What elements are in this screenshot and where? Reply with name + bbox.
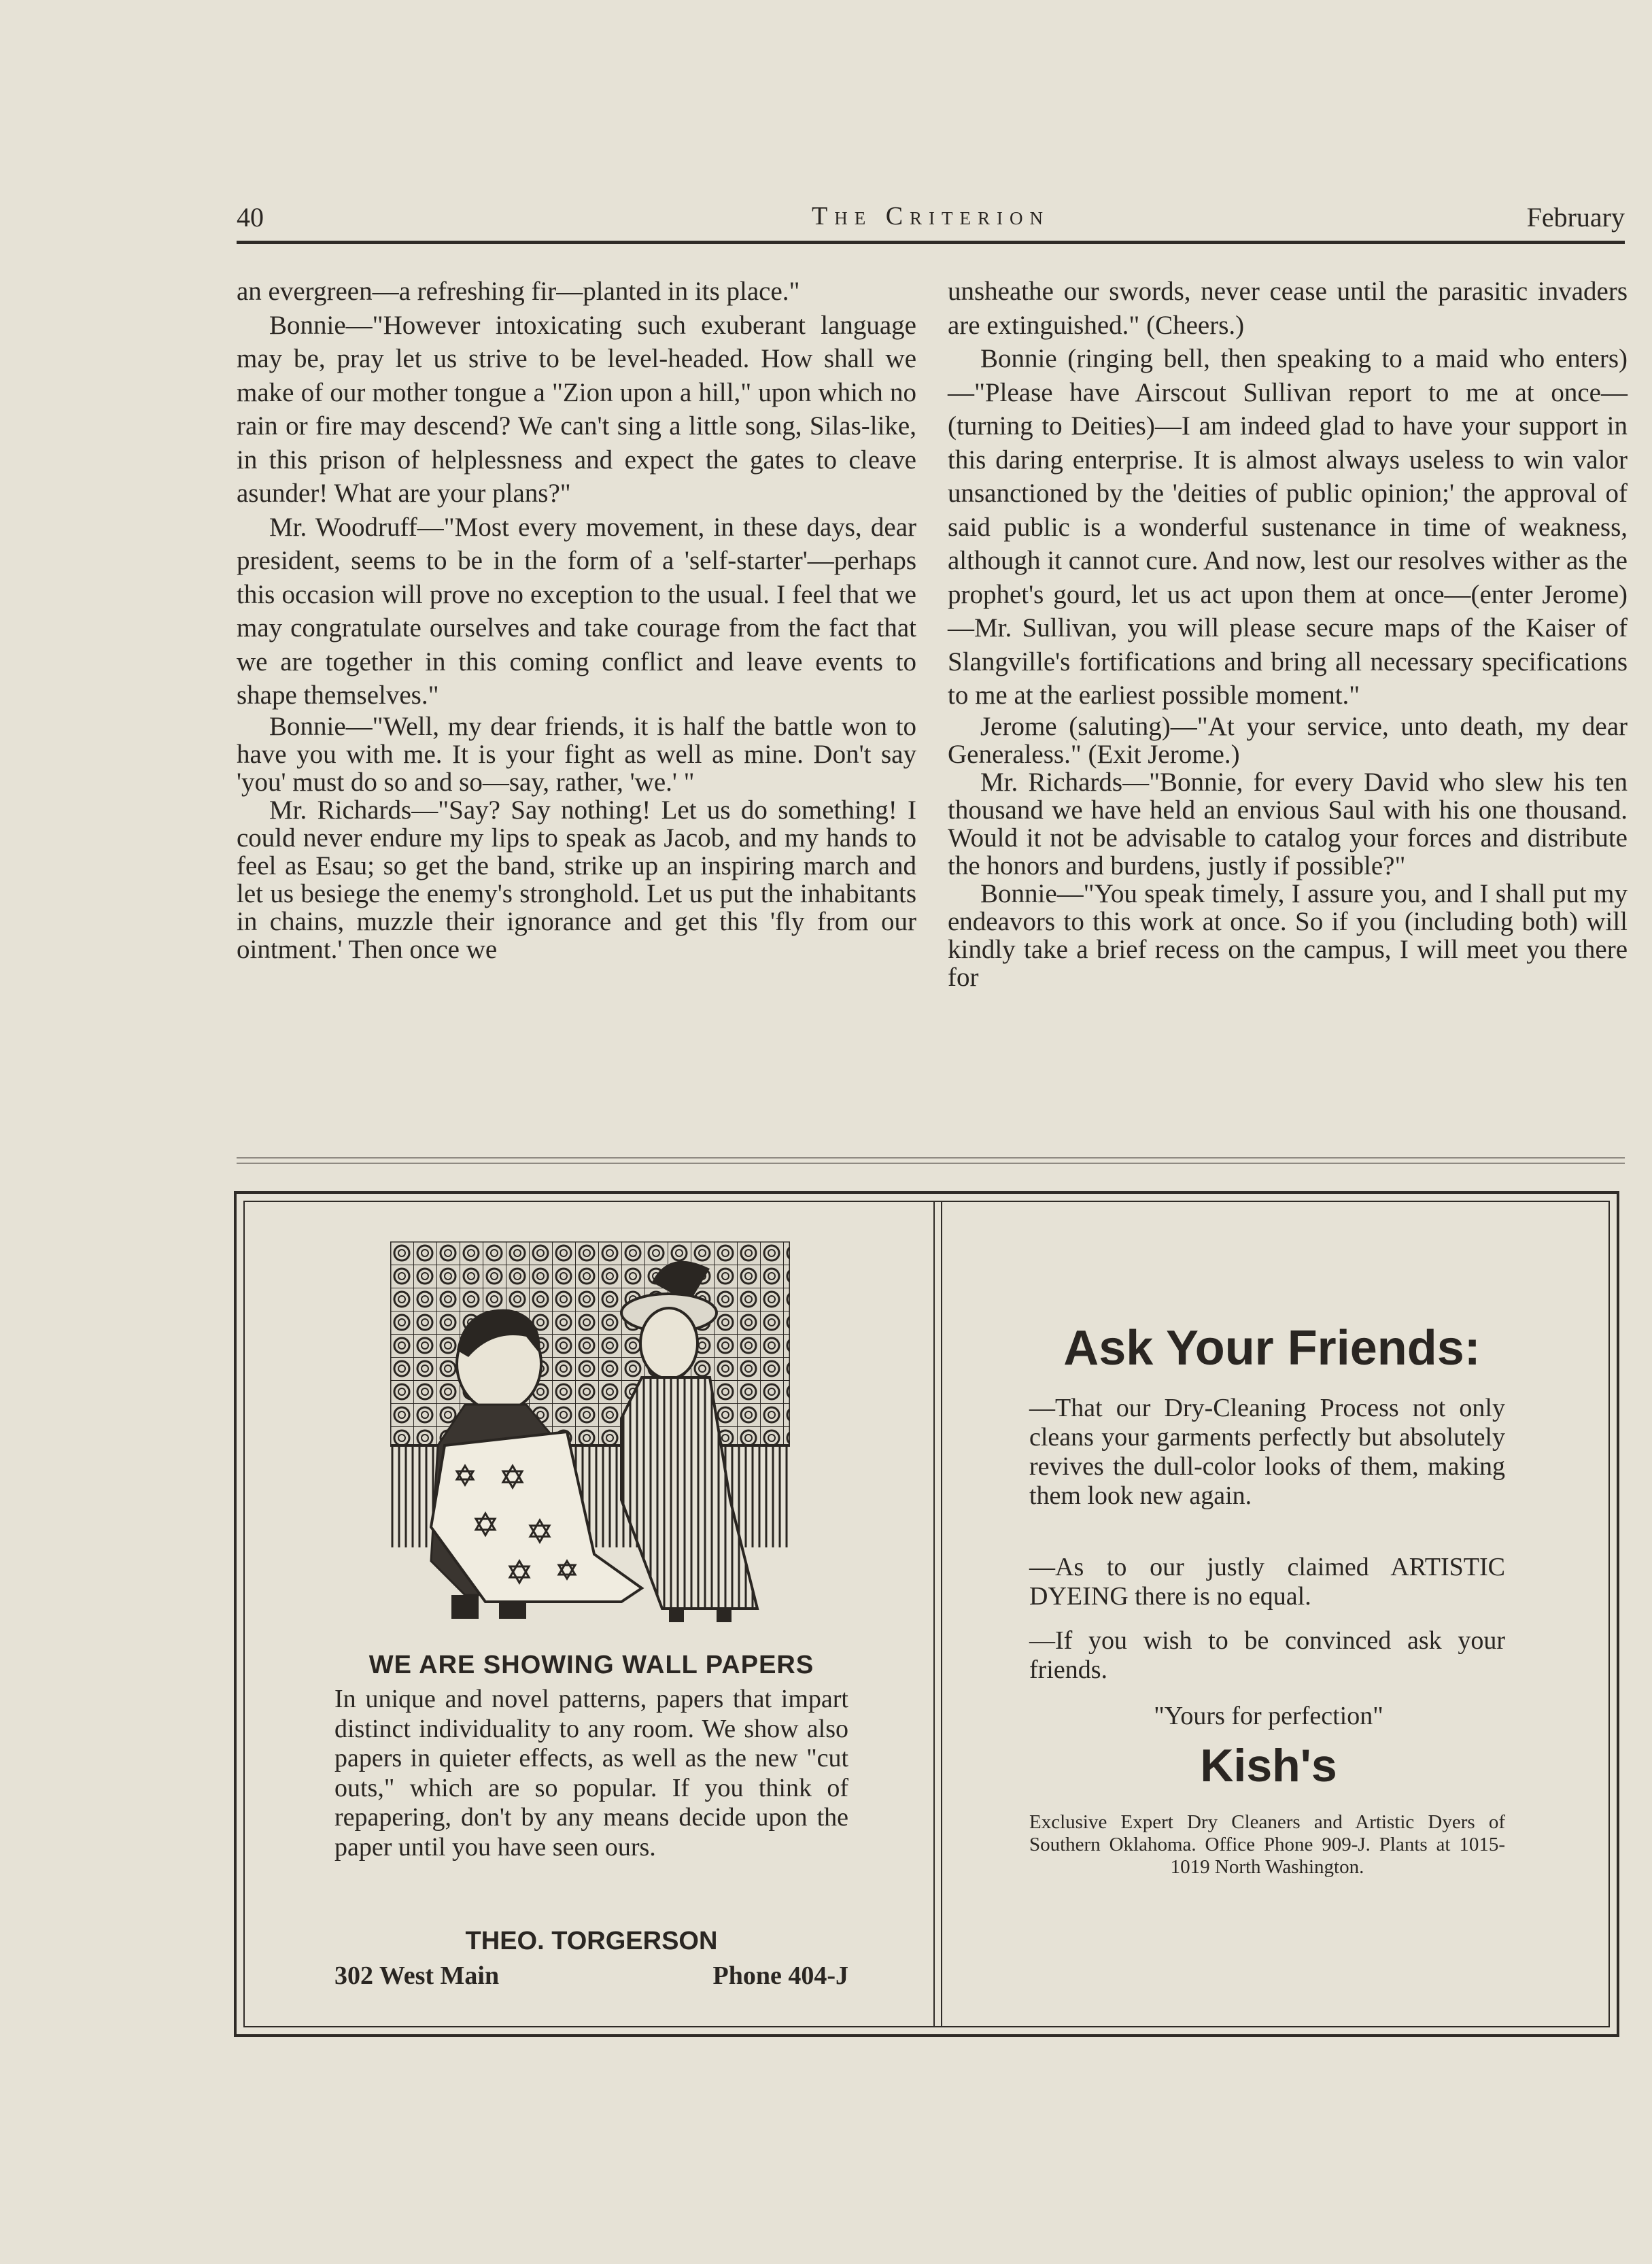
kish-ad-paragraph: —That our Dry-Cleaning Process not only cleans your garments perfectly but absolutely revives the dull-color looks of them, making them look new again. — [1029, 1394, 1505, 1510]
page-header — [237, 201, 1625, 242]
paragraph: Mr. Richards—"Bonnie, for every David who slew his ten thousand we have held an envious Saul with his one thousand. Would it not be advisable to catalog your forces and distribute the honors and burdens, justly if possible?" — [948, 767, 1628, 880]
right-text-column — [948, 275, 1628, 991]
ad-divider — [941, 1201, 942, 2027]
section-rule — [237, 1157, 1625, 1159]
kish-ad-slogan: "Yours for perfection" — [1154, 1702, 1383, 1730]
paragraph: Bonnie—"Well, my dear friends, it is half the battle won to have you with me. It is your fight as well as mine. Don't say 'you' must do so and so—say, rather, 'we.' " — [237, 711, 916, 797]
section-rule — [237, 1163, 1625, 1164]
magazine-title: The Criterion — [811, 202, 1050, 230]
paragraph: unsheathe our swords, never cease until the parasitic invaders are extinguished." (Cheers.) — [948, 277, 1628, 340]
paragraph: an evergreen—a refreshing fir—planted in its place." — [237, 277, 800, 306]
page-number: 40 — [237, 202, 264, 233]
wallpaper-ad-body: In unique and novel patterns, papers that impart distinct individuality to any room. We show also papers in quieter effects, as well as the new "cut outs," which are so popular. If you think of repapering, don't by any means decide upon the paper until you have seen ours. — [334, 1685, 848, 1862]
header-rule — [237, 241, 1625, 244]
kish-ad-name: Kish's — [1200, 1740, 1337, 1791]
paragraph: Bonnie (ringing bell, then speaking to a maid who enters)—"Please have Airscout Sullivan report to me at once—(turning to Deities)—I am indeed glad to have your support in this daring enterprise. It is almost always useless to win valor unsanctioned by the 'deities of public opinion;' the approval of said public is a wonderful sustenance in time of weakness, although it cannot cure. And now, lest our resolves wither as the prophet's gourd, let us act upon them at once—(enter Jerome)—Mr. Sullivan, you will please secure maps of the Kaiser of Slangville's fortifications and bring all necessary specifications to me at the earliest possible moment." — [948, 344, 1628, 710]
kish-ad-heading: Ask Your Friends: — [1063, 1321, 1481, 1375]
issue-month: February — [1526, 202, 1625, 233]
paragraph: Mr. Woodruff—"Most every movement, in these days, dear president, seems to be in the form of a 'self-starter'—perhaps this occasion will prove no exception to the usual. I feel that we may congratulate ourselves and take courage from the fact that we are together in this coming conflict and leave events to shape themselves." — [237, 512, 916, 710]
paragraph: Jerome (saluting)—"At your service, unto death, my dear Generaless." (Exit Jerome.) — [948, 711, 1628, 769]
ad-divider — [933, 1201, 935, 2027]
paragraph: Bonnie—"However intoxicating such exuberant language may be, pray let us strive to be level-headed. How shall we make of our mother tongue a "Zion upon a hill," upon which no rain or fire may descend? We can't sing a little song, Silas-like, in this prison of helplessness and expect the gates to cleave asunder! What are your plans?" — [237, 310, 916, 508]
left-text-column — [237, 275, 916, 963]
kish-ad-paragraph: —If you wish to be convinced ask your friends. — [1029, 1626, 1505, 1684]
paragraph: Mr. Richards—"Say? Say nothing! Let us do something! I could never endure my lips to speak as Jacob, and my hands to feel as Esau; so get the band, strike up an inspiring march and let us besiege the enemy's stronghold. Let us put the inhabitants in chains, muzzle their ignorance and get this 'fly from our ointment.' Then once we — [237, 795, 916, 964]
wallpaper-ad-heading: WE ARE SHOWING WALL PAPERS — [368, 1651, 814, 1679]
kish-ad-paragraph: —As to our justly claimed ARTISTIC DYEING there is no equal. — [1029, 1553, 1505, 1611]
wallpaper-illustration — [390, 1241, 790, 1636]
kish-ad-details: Exclusive Expert Dry Cleaners and Artistic Dyers of Southern Oklahoma. Office Phone 909-J. Plants at 1015-1019 North Washington. — [1029, 1811, 1505, 1878]
wallpaper-ad-address: 302 West Main — [334, 1961, 500, 1990]
wallpaper-ad-phone: Phone 404-J — [712, 1961, 848, 1990]
paragraph: Bonnie—"You speak timely, I assure you, and I shall put my endeavors to this work at once. So if you (including both) will kindly take a brief recess on the campus, I will meet you there for — [948, 878, 1628, 992]
wallpaper-ad-merchant: THEO. TORGERSON — [465, 1927, 718, 1955]
